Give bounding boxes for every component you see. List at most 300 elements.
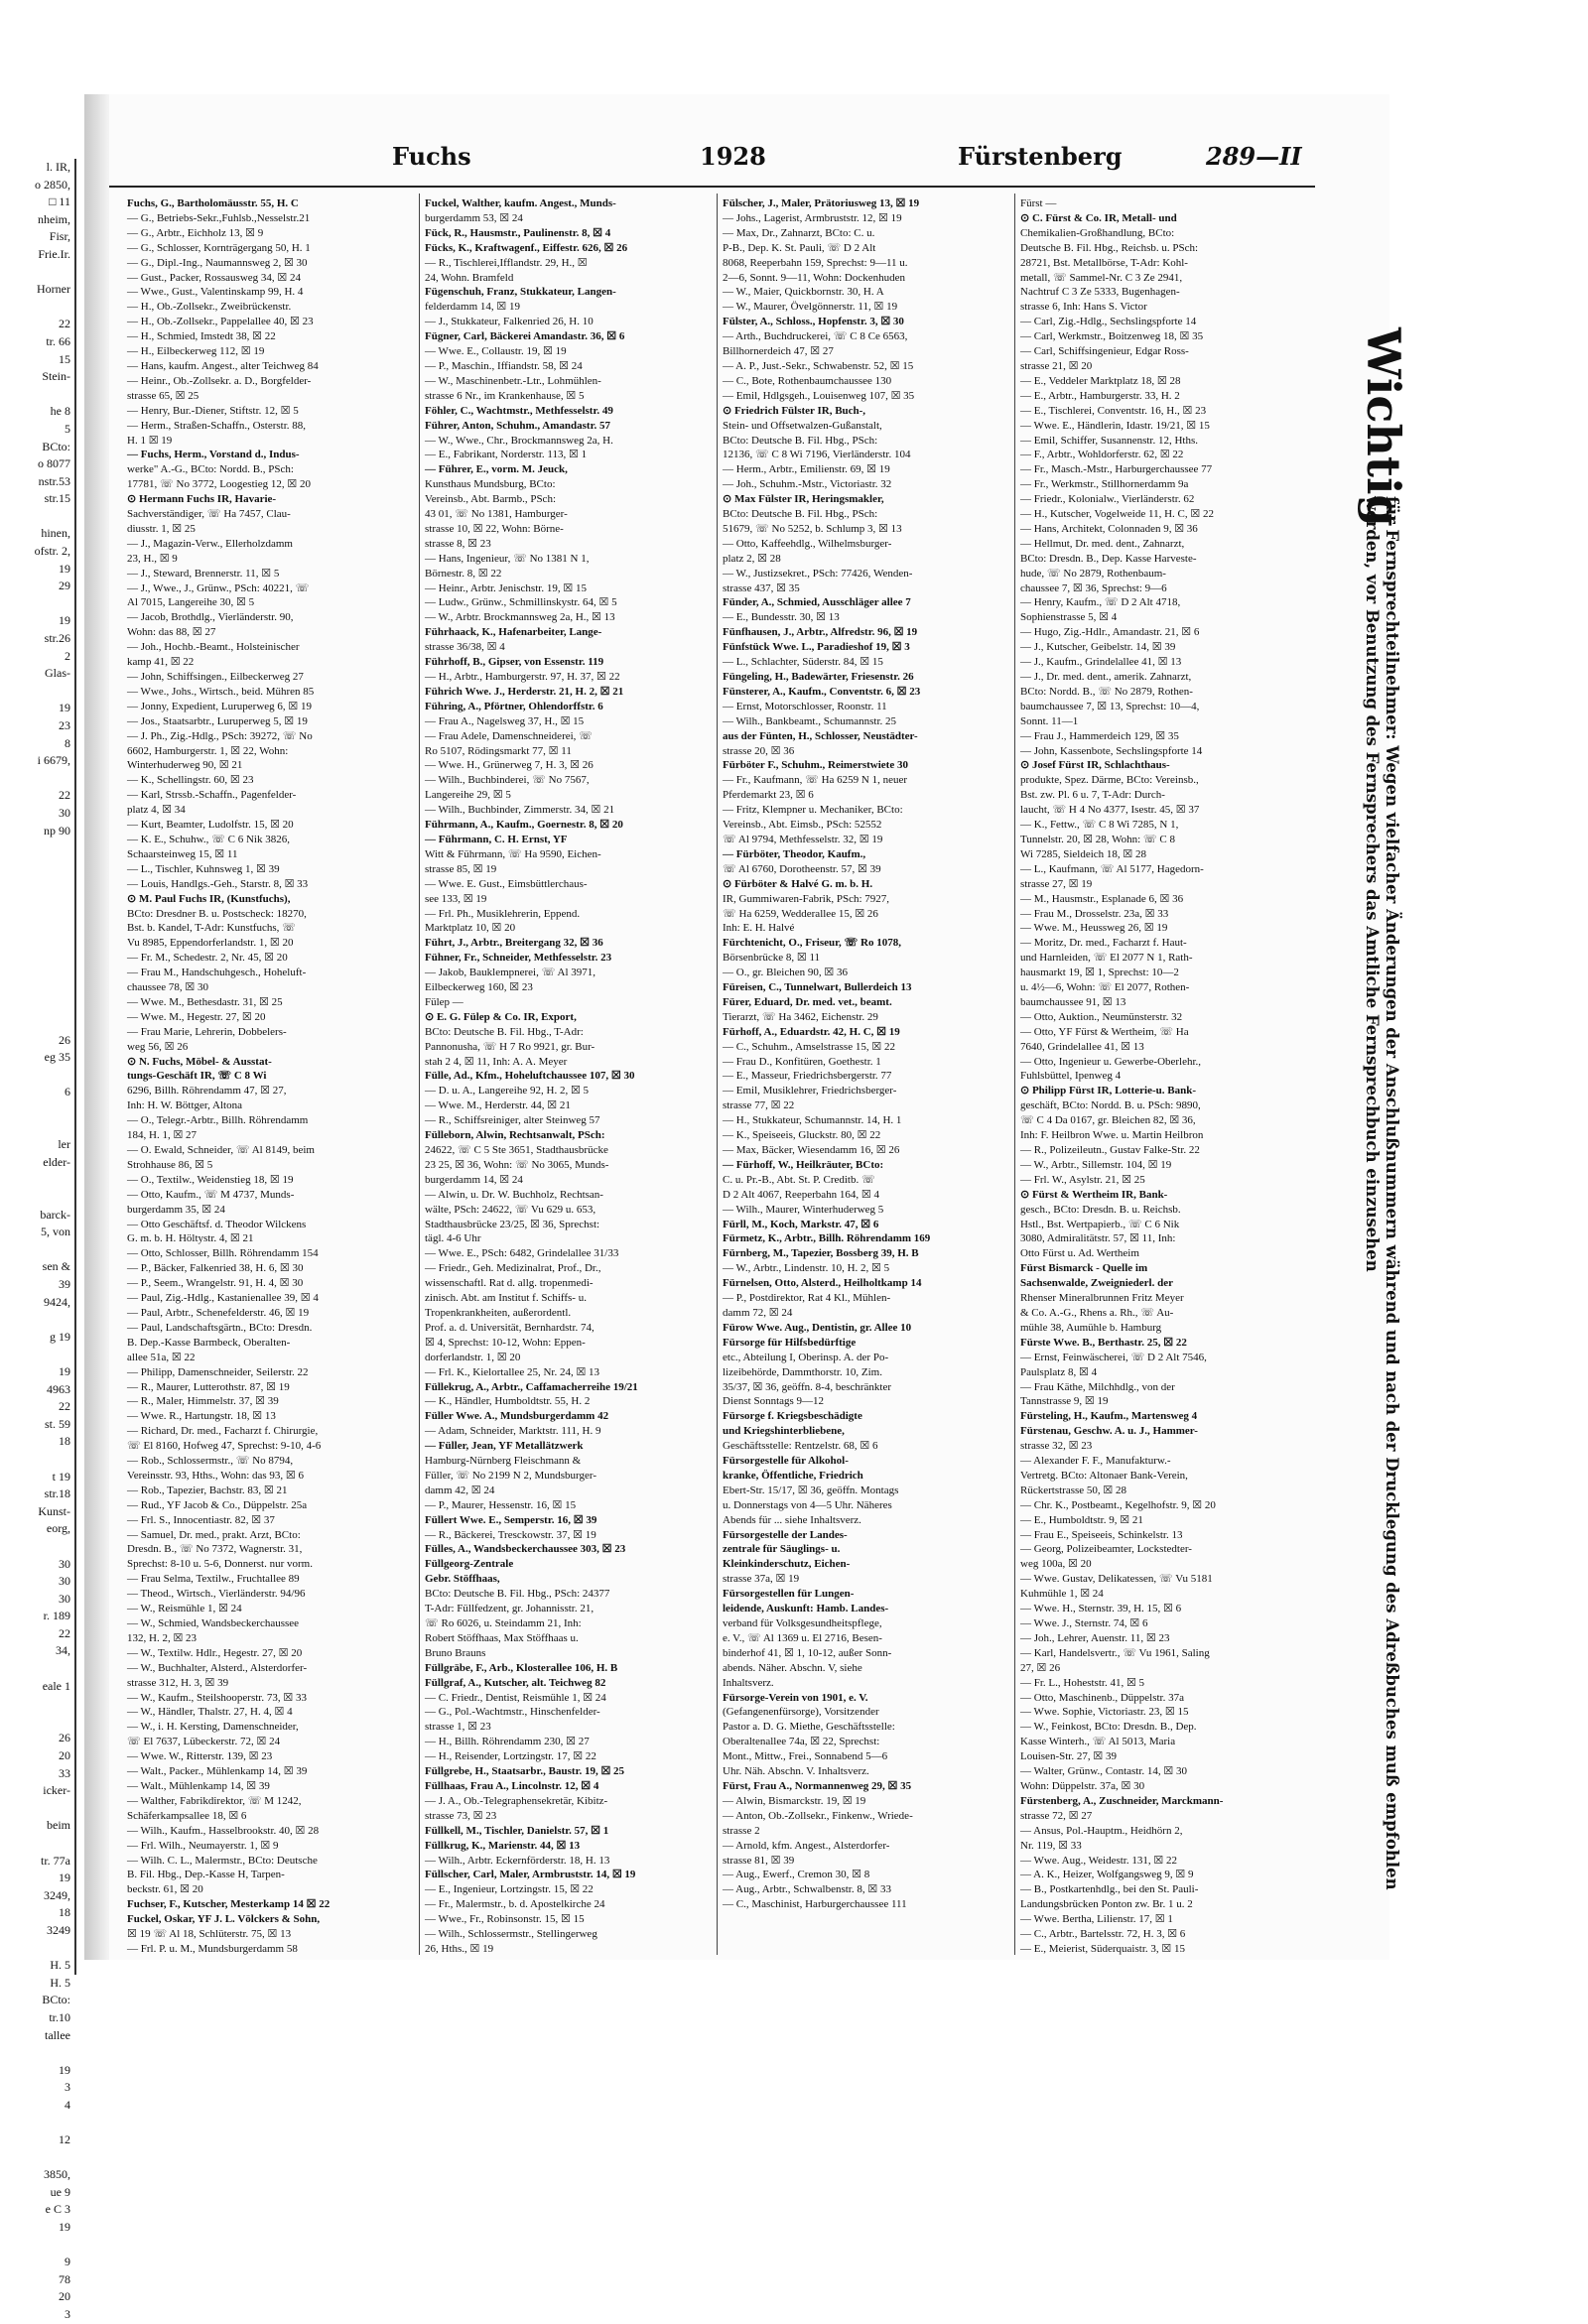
directory-entry: hude, ☏ No 2879, Rothenbaum-: [1020, 567, 1166, 580]
directory-entry: Mont., Mittw., Frei., Sonnabend 5—6: [723, 1750, 888, 1763]
directory-entry: — J., Kaufm., Grindelallee 41, ☒ 13: [1020, 656, 1182, 669]
directory-entry: — Adam, Schneider, Marktstr. 111, H. 9: [425, 1425, 601, 1438]
directory-column-3: [723, 196, 1012, 1953]
directory-entry: — Max, Dr., Zahnarzt, BCto: C. u.: [723, 226, 875, 239]
directory-entry: — Jonny, Expedient, Luruperweg 6, ☒ 19: [127, 700, 313, 712]
directory-entry: — Wilh., Schlossermstr., Stellingerweg: [425, 1928, 597, 1941]
directory-entry: Tannstrasse 9, ☒ 19: [1020, 1395, 1109, 1408]
strip-fragment: Kunst-: [38, 1503, 70, 1518]
directory-entry: Führing, A., Pförtner, Ohlendorffstr. 6: [425, 700, 603, 712]
directory-entry: — Arth., Buchdruckerei, ☏ C 8 Ce 6563,: [723, 330, 908, 343]
directory-entry: — E., Ingenieur, Lortzingstr. 15, ☒ 22: [425, 1883, 594, 1896]
strip-fragment: 5: [65, 421, 70, 436]
directory-entry: Stadthausbrücke 23/25, ☒ 36, Sprechst:: [425, 1218, 600, 1230]
directory-entry: — Frau J., Hammerdeich 129, ☒ 35: [1020, 729, 1179, 742]
directory-entry: & Co. A.-G., Rhens a. Rh., ☏ Au-: [1020, 1306, 1174, 1319]
strip-fragment: 39: [59, 1277, 70, 1291]
strip-fragment: i 6679,: [37, 753, 70, 768]
directory-entry: Fürst Bismarck - Quelle im: [1020, 1262, 1148, 1275]
directory-entry: Fuckel, Walther, kaufm. Angest., Munds-: [425, 197, 616, 209]
directory-entry: — Wilh., Buchbinderei, ☏ No 7567,: [425, 774, 590, 787]
strip-fragment: 29: [59, 579, 70, 593]
strip-fragment: [0, 595, 74, 613]
directory-entry: — K. E., Schuhw., ☏ C 6 Nik 3826,: [127, 833, 290, 845]
directory-entry: C. u. Pr.-B., Abt. St. P. Creditb. ☏: [723, 1173, 875, 1186]
directory-entry: platz 2, ☒ 28: [723, 552, 781, 565]
directory-entry: — L., Kaufmann, ☏ Al 5177, Hagedorn-: [1020, 862, 1204, 875]
directory-entry: — Fr., Kaufmann, ☏ Ha 6259 N 1, neuer: [723, 774, 908, 787]
directory-entry: — P., Seem., Wrangelstr. 91, H. 4, ☒ 30: [127, 1277, 304, 1290]
directory-entry: — R., Polizeileutn., Gustav Falke-Str. 22: [1020, 1144, 1200, 1156]
directory-entry: Füllert Wwe. E., Semperstr. 16, ☒ 39: [425, 1513, 597, 1526]
directory-entry: Fürer, Eduard, Dr. med. vet., beamt.: [723, 995, 892, 1008]
strip-fragment: 12: [59, 2132, 70, 2147]
directory-entry: Wohn: das 88, ☒ 27: [127, 626, 216, 639]
strip-fragment: [0, 2237, 74, 2255]
strip-fragment: 22: [59, 317, 70, 331]
directory-entry: BCto: Dresdn. B., Dep. Kasse Harveste-: [1020, 552, 1197, 565]
directory-entry: — R., Maurer, Lutterothstr. 87, ☒ 19: [127, 1380, 290, 1393]
directory-entry: — Wwe., Gust., Valentinskamp 99, H. 4: [127, 286, 304, 299]
directory-entry: BCto: Nordd. B., ☏ No 2879, Rothen-: [1020, 685, 1193, 698]
directory-entry: strasse 21, ☒ 20: [1020, 359, 1093, 372]
directory-entry: 12136, ☏ C 8 Wi 7196, Vierländerstr. 104: [723, 449, 911, 461]
directory-entry: — J., Wwe., J., Grünw., PSch: 40221, ☏: [127, 581, 310, 594]
page-gutter: [84, 94, 109, 1960]
strip-fragment: 30: [59, 1574, 70, 1589]
directory-entry: und Harnleiden, ☏ El 2077 N 1, Rath-: [1020, 952, 1193, 965]
strip-fragment: 3249,: [44, 1887, 70, 1902]
strip-fragment: 3: [65, 2080, 70, 2095]
directory-entry: Füller, ☏ No 2199 N 2, Mundsburger-: [425, 1469, 596, 1482]
directory-entry: — J., Kutscher, Geibelstr. 14, ☒ 39: [1020, 641, 1176, 654]
directory-entry: — R., Schiffsreiniger, alter Steinweg 57: [425, 1114, 600, 1127]
strip-fragment: np 90: [44, 823, 70, 838]
directory-entry: — J. A., Ob.-Telegraphensekretär, Kibitz-: [425, 1794, 608, 1807]
directory-entry: burgerdamm 35, ☒ 24: [127, 1203, 225, 1216]
strip-fragment: 19: [59, 701, 70, 715]
header-last-name: Fürstenberg: [958, 142, 1123, 171]
directory-entry: — O., Telegr.-Arbtr., Billh. Röhrendamm: [127, 1114, 309, 1127]
strip-fragment: 15: [59, 351, 70, 366]
directory-entry: Bruno Brauns: [425, 1646, 486, 1659]
strip-fragment: [0, 1311, 74, 1329]
directory-entry: Fuckel, Oskar, YF J. L. Völckers & Sohn,: [127, 1913, 321, 1926]
strip-fragment: 34,: [56, 1643, 70, 1658]
strip-fragment: 30: [59, 805, 70, 820]
directory-entry: Otto Fürst u. Ad. Wertheim: [1020, 1247, 1139, 1260]
directory-entry: — Wwe. Gustav, Delikatessen, ☏ Vu 5181: [1020, 1573, 1213, 1586]
directory-entry: Fuchser, F., Kutscher, Mesterkamp 14 ☒ 22: [127, 1898, 331, 1911]
directory-entry: — Herm., Straßen-Schaffn., Osterstr. 88,: [127, 419, 307, 432]
directory-entry: — Frau Adele, Damenschneiderei, ☏: [425, 729, 593, 742]
directory-entry: Winterhuderweg 90, ☒ 21: [127, 759, 243, 772]
strip-fragment: 3: [65, 2307, 70, 2322]
directory-entry: Vertretg. BCto: Altonaer Bank-Verein,: [1020, 1469, 1188, 1482]
directory-entry: — G., Pol.-Wachtmstr., Hinschenfelder-: [425, 1706, 600, 1719]
directory-entry: Fürsorgestelle für Alkohol-: [723, 1455, 849, 1468]
directory-entry: — Max, Bäcker, Wiesendamm 16, ☒ 26: [723, 1144, 900, 1156]
strip-fragment: o 2850,: [35, 177, 70, 192]
directory-entry: — O., gr. Bleichen 90, ☒ 36: [723, 967, 848, 979]
directory-entry: — Wwe. E., Collaustr. 19, ☒ 19: [425, 345, 567, 358]
directory-entry: — Emil, Musiklehrer, Friedrichsberger-: [723, 1085, 897, 1097]
directory-entry: — L., Tischler, Kuhnsweg 1, ☒ 39: [127, 862, 280, 875]
directory-entry: — A. P., Just.-Sekr., Schwabenstr. 52, ☒ 15: [723, 359, 914, 372]
directory-entry: — E., Fabrikant, Norderstr. 113, ☒ 1: [425, 449, 588, 461]
directory-entry: — Fuchs, Herm., Vorstand d., Indus-: [127, 449, 300, 461]
directory-entry: — G., Schlosser, Kornträgergang 50, H. 1: [127, 241, 311, 254]
directory-entry: — Joh., Lehrer, Auenstr. 11, ☒ 23: [1020, 1631, 1170, 1644]
directory-entry: B. Dep.-Kasse Barmbeck, Oberalten-: [127, 1336, 291, 1349]
strip-fragment: 8: [65, 735, 70, 750]
strip-fragment: [0, 264, 74, 282]
directory-entry: — W., Schmied, Wandsbeckerchaussee: [127, 1617, 300, 1629]
directory-entry: — Emil, Schiffer, Susannenstr. 12, Hths.: [1020, 434, 1199, 447]
directory-entry: T-Adr: Füllfedzent, gr. Johannisstr. 21,: [425, 1603, 595, 1615]
directory-entry: — L., Schlachter, Süderstr. 84, ☒ 15: [723, 656, 883, 669]
directory-entry: — Frl. Wilh., Neumayerstr. 1, ☒ 9: [127, 1839, 279, 1852]
directory-entry: Füllekrug, A., Arbtr., Caffamacherreihe 19/21: [425, 1380, 638, 1393]
directory-entry: strasse 77, ☒ 22: [723, 1099, 795, 1112]
directory-entry: 24622, ☏ C 5 Ste 3651, Stadthausbrücke: [425, 1144, 608, 1156]
directory-entry: — Frl. P. u. M., Mundsburgerdamm 58: [127, 1942, 298, 1955]
directory-entry: — Fr., Werkmstr., Stillhornerdamm 9a: [1020, 478, 1189, 491]
directory-entry: — Alexander F. F., Manufakturw.-: [1020, 1455, 1171, 1468]
directory-entry: — Fritz, Klempner u. Mechaniker, BCto:: [723, 804, 903, 817]
directory-entry: Prof. a. d. Universität, Bernhardstr. 74,: [425, 1321, 595, 1334]
strip-fragment: [0, 839, 74, 857]
directory-entry: — Ludw., Grünw., Schmillinskystr. 64, ☒ 5: [425, 596, 617, 609]
directory-page: [109, 94, 1410, 1960]
directory-entry: — Wwe. E., PSch: 6482, Grindelallee 31/33: [425, 1247, 619, 1260]
directory-entry: 43 01, ☏ No 1381, Hamburger-: [425, 508, 568, 521]
directory-entry: — Alwin, Bismarckstr. 19, ☒ 19: [723, 1794, 866, 1807]
directory-entry: Fünsterer, A., Kaufm., Conventstr. 6, ☒ 23: [723, 685, 921, 698]
directory-entry: Fürnelsen, Otto, Alsterd., Heilholtkamp 14: [723, 1277, 922, 1290]
directory-entry: — E., Tischlerei, Conventstr. 16, H., ☒ 23: [1020, 404, 1207, 417]
directory-entry: Sachsenwalde, Zweigniederl. der: [1020, 1277, 1173, 1290]
directory-entry: — A. K., Heizer, Wolfgangsweg 9, ☒ 9: [1020, 1869, 1194, 1881]
strip-fragment: [0, 2044, 74, 2062]
directory-entry: Nr. 119, ☒ 33: [1020, 1839, 1082, 1852]
directory-entry: — Theod., Wirtsch., Vierländerstr. 94/96: [127, 1588, 306, 1601]
directory-entry: Füllkell, M., Tischler, Danielstr. 57, ☒ 1: [425, 1824, 609, 1837]
strip-fragment: sen &: [42, 1259, 70, 1274]
strip-fragment: BCto:: [42, 439, 70, 453]
directory-entry: ☏ C 4 Da 0167, gr. Bleichen 82, ☒ 36,: [1020, 1114, 1196, 1127]
directory-entry: — Führmann, C. H. Ernst, YF: [425, 833, 568, 845]
directory-entry: Führich Wwe. J., Herderstr. 21, H. 2, ☒ 21: [425, 685, 624, 698]
directory-entry: Führer, Anton, Schuhm., Amandastr. 57: [425, 419, 610, 432]
directory-entry: — Rob., Schlossermstr., ☏ No 8794,: [127, 1455, 294, 1468]
directory-entry: Fürsorgestelle der Landes-: [723, 1528, 848, 1541]
directory-entry: strasse 312, H. 3, ☒ 39: [127, 1676, 229, 1689]
strip-fragment: 22: [59, 1625, 70, 1640]
directory-entry: — Wwe. H., Grünerweg 7, H. 3, ☒ 26: [425, 759, 594, 772]
directory-entry: Fürsorge für Hilfsbedürftige: [723, 1336, 857, 1349]
directory-entry: (Gefangenenfürsorge), Vorsitzender: [723, 1706, 879, 1719]
strip-fragment: [0, 1538, 74, 1556]
directory-entry: — Walther, Fabrikdirektor, ☏ M 1242,: [127, 1794, 302, 1807]
directory-entry: mühle 38, Aumühle b. Hamburg: [1020, 1321, 1162, 1334]
strip-fragment: e C 3: [45, 2202, 70, 2217]
directory-entry: — Carl, Werkmstr., Boitzenweg 18, ☒ 35: [1020, 330, 1204, 343]
directory-entry: werke" A.-G., BCto: Nordd. B., PSch:: [127, 463, 294, 476]
directory-entry: damm 72, ☒ 24: [723, 1306, 793, 1319]
directory-entry: Tunnelstr. 20, ☒ 28, Wohn: ☏ C 8: [1020, 833, 1175, 845]
directory-entry: — M., Hausmstr., Esplanade 6, ☒ 36: [1020, 892, 1184, 905]
directory-entry: — Johs., Lagerist, Armbruststr. 12, ☒ 19: [723, 211, 902, 224]
directory-entry: Fürstenau, Geschw. A. u. J., Hammer-: [1020, 1425, 1198, 1438]
directory-entry: — K., Schellingstr. 60, ☒ 23: [127, 774, 254, 787]
directory-entry: — H., Eilbeckerweg 112, ☒ 19: [127, 345, 265, 358]
directory-entry: — Hans, kaufm. Angest., alter Teichweg 84: [127, 359, 319, 372]
directory-entry: — Wwe. Aug., Weidestr. 131, ☒ 22: [1020, 1854, 1177, 1867]
directory-entry: ⊙ M. Paul Fuchs IR, (Kunstfuchs),: [127, 892, 291, 905]
directory-entry: aus der Fünten, H., Schlosser, Neustädter-: [723, 729, 918, 742]
directory-entry: — Fr. M., Schedestr. 2, Nr. 45, ☒ 20: [127, 952, 288, 965]
directory-entry: — K., Speiseeis, Gluckstr. 80, ☒ 22: [723, 1129, 881, 1142]
strip-fragment: 3249: [47, 1922, 70, 1937]
directory-entry: — Emil, Hdlgsgeh., Louisenweg 107, ☒ 35: [723, 389, 915, 402]
directory-entry: — Ansus, Pol.-Hauptm., Heidhörn 2,: [1020, 1824, 1183, 1837]
directory-entry: Rückertstrasse 50, ☒ 28: [1020, 1484, 1127, 1496]
directory-entry: — Frau M., Handschuhgesch., Hoheluft-: [127, 967, 307, 979]
directory-entry: Wi 7285, Sieldeich 18, ☒ 28: [1020, 847, 1147, 860]
strip-fragment: hinen,: [41, 526, 70, 541]
directory-entry: ⊙ Fürst & Wertheim IR, Bank-: [1020, 1188, 1168, 1201]
directory-entry: — Arnold, kfm. Angest., Alsterdorfer-: [723, 1839, 890, 1852]
directory-entry: — Rud., YF Jacob & Co., Düppelstr. 25a: [127, 1498, 308, 1511]
directory-entry: felderdamm 14, ☒ 19: [425, 301, 521, 314]
directory-entry: — O., Textilw., Weidenstieg 18, ☒ 19: [127, 1173, 294, 1186]
strip-fragment: l. IR,: [46, 160, 70, 174]
directory-entry: — J., Stukkateur, Falkenried 26, H. 10: [425, 316, 594, 328]
directory-entry: Pferdemarkt 23, ☒ 6: [723, 789, 814, 802]
directory-entry: — C. Friedr., Dentist, Reismühle 1, ☒ 24: [425, 1691, 606, 1704]
directory-entry: ⊙ Hermann Fuchs IR, Havarie-: [127, 493, 277, 506]
directory-entry: strasse 32, ☒ 23: [1020, 1440, 1093, 1453]
directory-entry: — Louis, Handlgs.-Geh., Starstr. 8, ☒ 33: [127, 877, 309, 890]
directory-entry: — W., Textilw. Hdlr., Hegestr. 27, ☒ 20: [127, 1646, 303, 1659]
directory-entry: strasse 1, ☒ 23: [425, 1721, 491, 1734]
directory-entry: — Hugo, Zig.-Hdlr., Amandastr. 21, ☒ 6: [1020, 626, 1200, 639]
directory-entry: Börnestr. 8, ☒ 22: [425, 567, 502, 580]
directory-entry: — Karl, Strssb.-Schaffn., Pagenfelder-: [127, 789, 297, 802]
strip-fragment: g 19: [50, 1329, 70, 1344]
directory-entry: — Karl, Handelsvertr., ☏ Vu 1961, Saling: [1020, 1646, 1210, 1659]
strip-fragment: □ 11: [49, 194, 70, 209]
directory-entry: — H., Arbtr., Hamburgerstr. 97, H. 37, ☒ 22: [425, 671, 620, 683]
directory-entry: — Fürhoff, W., Heilkräuter, BCto:: [723, 1158, 884, 1171]
directory-entry: — Fr., Masch.-Mstr., Harburgerchaussee 77: [1020, 463, 1213, 476]
directory-entry: hausmarkt 19, ☒ 1, Sprechst: 10—2: [1020, 967, 1179, 979]
strip-fragment: [0, 1451, 74, 1469]
directory-entry: ⊙ Max Fülster IR, Heringsmakler,: [723, 493, 884, 506]
directory-entry: Füllkrug, K., Marienstr. 44, ☒ 13: [425, 1839, 581, 1852]
directory-entry: ☏ El 8160, Hofweg 47, Sprechst: 9-10, 4-6: [127, 1440, 322, 1453]
directory-entry: 7640, Grindelallee 41, ☒ 13: [1020, 1040, 1144, 1053]
directory-entry: — Otto, YF Fürst & Wertheim, ☏ Ha: [1020, 1025, 1189, 1038]
directory-entry: — Wwe., Johs., Wirtsch., beid. Mühren 85: [127, 685, 315, 698]
directory-entry: 23 25, ☒ 36, Wohn: ☏ No 3065, Munds-: [425, 1158, 609, 1171]
directory-entry: kamp 41, ☒ 22: [127, 656, 195, 669]
directory-entry: B. Fil. Hbg., Dep.-Kasse H, Tarpen-: [127, 1869, 285, 1881]
directory-entry: — John, Kassenbote, Sechslingspforte 14: [1020, 744, 1203, 757]
directory-entry: strasse 2: [723, 1824, 760, 1837]
directory-entry: — Otto, Maschinenb., Düppelstr. 37a: [1020, 1691, 1184, 1704]
directory-entry: — Wwe. M., Herderstr. 44, ☒ 21: [425, 1099, 571, 1112]
strip-fragment: t 19: [52, 1469, 70, 1484]
strip-fragment: [0, 1695, 74, 1713]
strip-fragment: 19: [59, 2062, 70, 2077]
directory-entry: — Henry, Kaufm., ☏ D 2 Alt 4718,: [1020, 596, 1181, 609]
directory-entry: Füreisen, C., Tunnelwart, Bullerdeich 13: [723, 981, 912, 994]
notice-text: für Fernsprechteilnehmer: Wegen vielfacher Änderungen der Anschlußnummern während und nach der Drucklegung des Adreßbuches muß empfohlen werden, vor Benutzung des Fernsprechers das Amtliche Fernsprechbuch einzusehen: [1363, 496, 1401, 1890]
directory-entry: — E., Veddeler Marktplatz 18, ☒ 28: [1020, 374, 1181, 387]
directory-entry: — Jos., Staatsarbtr., Luruperweg 5, ☒ 19: [127, 714, 308, 727]
directory-entry: Chemikalien-Großhandlung, BCto:: [1020, 226, 1175, 239]
directory-entry: Fücks, K., Kraftwagenf., Eiffestr. 626, ☒ 26: [425, 241, 628, 254]
strip-fragment: barck-: [40, 1207, 70, 1222]
strip-fragment: st. 59: [44, 1416, 70, 1431]
directory-entry: — Frl. K., Kielortallee 25, Nr. 24, ☒ 13: [425, 1365, 600, 1378]
strip-fragment: [0, 1346, 74, 1363]
directory-entry: — W., Justizsekret., PSch: 77426, Wenden-: [723, 567, 913, 580]
directory-entry: IR, Gummiwaren-Fabrik, PSch: 7927,: [723, 892, 890, 905]
directory-entry: Füllhaas, Frau A., Lincolnstr. 12, ☒ 4: [425, 1779, 599, 1792]
directory-entry: gesch., BCto: Dresdn. B. u. Reichsb.: [1020, 1203, 1181, 1216]
directory-entry: — Frl. Ph., Musiklehrerin, Eppend.: [425, 907, 581, 920]
strip-fragment: tr. 66: [46, 333, 70, 348]
directory-entry: Füllgeorg-Zentrale: [425, 1558, 514, 1571]
directory-entry: ⊙ Friedrich Fülster IR, Buch-,: [723, 404, 866, 417]
strip-fragment: [0, 1189, 74, 1207]
directory-entry: Fürow Wwe. Aug., Dentistin, gr. Allee 10: [723, 1321, 912, 1334]
directory-entry: tägl. 4-6 Uhr: [425, 1232, 481, 1245]
directory-entry: Sprechst: 8-10 u. 5-6, Donnerst. nur vorm.: [127, 1558, 313, 1571]
directory-entry: diusstr. 1, ☒ 25: [127, 522, 196, 535]
directory-entry: — W., Maschinenbetr.-Ltr., Lohmühlen-: [425, 374, 601, 387]
strip-fragment: ofstr. 2,: [34, 544, 70, 559]
directory-entry: — H., Reisender, Lortzingstr. 17, ☒ 22: [425, 1750, 596, 1763]
strip-fragment: Fisr,: [49, 229, 70, 244]
directory-entry: lizeibehörde, Dammthorstr. 10, Zim.: [723, 1365, 882, 1378]
directory-entry: zentrale für Säuglings- u.: [723, 1543, 841, 1556]
strip-fragment: [0, 962, 74, 979]
directory-entry: — Füller, Jean, YF Metallätzwerk: [425, 1440, 584, 1453]
directory-entry: — Wwe. E. Gust., Eimsbüttlerchaus-: [425, 877, 588, 890]
directory-entry: Ebert-Str. 15/17, ☒ 36, geöffn. Montags: [723, 1484, 899, 1496]
directory-entry: Fürsorgestellen für Lungen-: [723, 1588, 855, 1601]
directory-entry: Pannonusha, ☏ H 7 Ro 9921, gr. Bur-: [425, 1040, 596, 1053]
directory-entry: — O. Ewald, Schneider, ☏ Al 8149, beim: [127, 1144, 315, 1156]
directory-entry: 17781, ☏ No 3772, Loogestieg 12, ☒ 20: [127, 478, 311, 491]
directory-entry: — Samuel, Dr. med., prakt. Arzt, BCto:: [127, 1528, 301, 1541]
directory-entry: 3080, Admiralitätstr. 57, ☒ 11, Inh:: [1020, 1232, 1176, 1245]
directory-entry: — J., Steward, Brennerstr. 11, ☒ 5: [127, 567, 280, 580]
directory-entry: damm 42, ☒ 24: [425, 1484, 495, 1496]
directory-entry: Inh: E. H. Halvé: [723, 922, 795, 935]
directory-entry: Fürsteling, H., Kaufm., Martensweg 4: [1020, 1410, 1198, 1423]
directory-entry: strasse 65, ☒ 25: [127, 389, 199, 402]
directory-entry: Führmann, A., Kaufm., Goernestr. 8, ☒ 20: [425, 819, 623, 832]
directory-entry: — K., Fettw., ☏ C 8 Wi 7285, N 1,: [1020, 819, 1179, 832]
directory-entry: — Wwe. M., Hegestr. 27, ☒ 20: [127, 1010, 266, 1023]
directory-entry: — P., Maurer, Hessenstr. 16, ☒ 15: [425, 1498, 577, 1511]
directory-entry: — Walt., Packer., Mühlenkamp 14, ☒ 39: [127, 1765, 308, 1778]
directory-entry: H. 1 ☒ 19: [127, 434, 173, 447]
directory-entry: 8068, Reeperbahn 159, Sprechst: 9—11 u.: [723, 256, 908, 269]
directory-entry: — Gust., Packer, Rossausweg 34, ☒ 24: [127, 271, 302, 284]
directory-entry: — Frau A., Nagelsweg 37, H., ☒ 15: [425, 714, 585, 727]
directory-entry: — Walter, Grünw., Contastr. 14, ☒ 30: [1020, 1765, 1188, 1778]
directory-entry: Füllgräbe, F., Arb., Klosterallee 106, H. B: [425, 1661, 618, 1674]
directory-entry: — Friedr., Kolonialw., Vierländerstr. 62: [1020, 493, 1195, 506]
strip-fragment: ue 9: [50, 2184, 70, 2199]
directory-entry: — P., Bäcker, Falkenried 38, H. 6, ☒ 30: [127, 1262, 304, 1275]
directory-entry: Billhornerdeich 47, ☒ 27: [723, 345, 834, 358]
directory-entry: — Henry, Bur.-Diener, Stiftstr. 12, ☒ 5: [127, 404, 299, 417]
directory-entry: Füngeling, H., Badewärter, Friesenstr. 26: [723, 671, 914, 683]
directory-entry: — G., Arbtr., Eichholz 13, ☒ 9: [127, 226, 264, 239]
directory-entry: Stein- und Offsetwalzen-Gußanstalt,: [723, 419, 882, 432]
directory-entry: Sachverständiger, ☏ Ha 7457, Clau-: [127, 508, 291, 521]
directory-entry: Vereinsb., Abt. Eimsb., PSch: 52552: [723, 819, 882, 832]
directory-entry: Inh: F. Heilbron Wwe. u. Martin Heilbron: [1020, 1129, 1204, 1142]
directory-entry: — E., Bundesstr. 30, ☒ 13: [723, 611, 840, 624]
directory-entry: — Otto Geschäftsf. d. Theodor Wilckens: [127, 1218, 307, 1230]
directory-entry: Rhenser Mineralbrunnen Fritz Meyer: [1020, 1292, 1184, 1305]
directory-entry: Börsenbrücke 8, ☒ 11: [723, 952, 821, 965]
directory-entry: allee 51a, ☒ 22: [127, 1351, 196, 1363]
page-header: [109, 142, 1315, 182]
strip-fragment: 5, von: [41, 1225, 70, 1239]
directory-entry: — Moritz, Dr. med., Facharzt f. Haut-: [1020, 937, 1187, 950]
directory-entry: Fülle, Ad., Kfm., Hoheluftchaussee 107, ☒ 30: [425, 1070, 635, 1083]
directory-entry: strasse 6, Inh: Hans S. Victor: [1020, 301, 1147, 314]
directory-entry: — Wwe. H., Sternstr. 39, H. 15, ☒ 6: [1020, 1603, 1182, 1615]
directory-entry: ☏ Ro 6026, u. Steindamm 21, Inh:: [425, 1617, 582, 1629]
directory-entry: 28721, Bst. Metallbörse, T-Adr: Kohl-: [1020, 256, 1188, 269]
directory-column-1: [127, 196, 417, 1953]
strip-fragment: eg 35: [44, 1050, 70, 1065]
directory-entry: — Richard, Dr. med., Facharzt f. Chirurgie,: [127, 1425, 319, 1438]
directory-entry: Fürst, Frau A., Normannenweg 29, ☒ 35: [723, 1779, 912, 1792]
directory-entry: Bst. b. Kandel, T-Adr: Kunstfuchs, ☏: [127, 922, 296, 935]
directory-entry: — Heinr., Arbtr. Jenischstr. 19, ☒ 15: [425, 581, 587, 594]
directory-entry: Louisen-Str. 27, ☒ 39: [1020, 1750, 1117, 1763]
directory-entry: BCto: Deutsche B. Fil. Hbg., PSch:: [723, 508, 878, 521]
strip-fragment: str.15: [44, 491, 70, 506]
directory-entry: Ro 5107, Rödingsmarkt 77, ☒ 11: [425, 744, 572, 757]
directory-entry: Führhoff, B., Gipser, von Essenstr. 119: [425, 656, 604, 669]
directory-entry: — Chr. K., Postbeamt., Kegelhofstr. 9, ☒ 20: [1020, 1498, 1216, 1511]
directory-entry: — H., Kutscher, Vogelweide 11, H. C, ☒ 22: [1020, 508, 1214, 521]
directory-entry: Fuchs, G., Bartholomäusstr. 55, H. C: [127, 197, 299, 209]
directory-entry: — R., Bäckerei, Tresckowstr. 37, ☒ 19: [425, 1528, 596, 1541]
strip-fragment: Glas-: [45, 666, 70, 681]
directory-entry: — Wwe. W., Ritterstr. 139, ☒ 23: [127, 1750, 273, 1763]
directory-entry: 6602, Hamburgerstr. 1, ☒ 22, Wohn:: [127, 744, 289, 757]
directory-entry: — Otto, Kaufm., ☏ M 4737, Munds-: [127, 1188, 295, 1201]
directory-entry: — Hans, Ingenieur, ☏ No 1381 N 1,: [425, 552, 590, 565]
directory-entry: Fürböter F., Schuhm., Reimerstwiete 30: [723, 759, 908, 772]
directory-entry: — W., Händler, Thalstr. 27, H. 4, ☒ 4: [127, 1706, 293, 1719]
directory-entry: Fühner, Fr., Schneider, Methfesselstr. 23: [425, 952, 612, 965]
directory-entry: BCto: Deutsche B. Fil. Hbg., T-Adr:: [425, 1025, 584, 1038]
